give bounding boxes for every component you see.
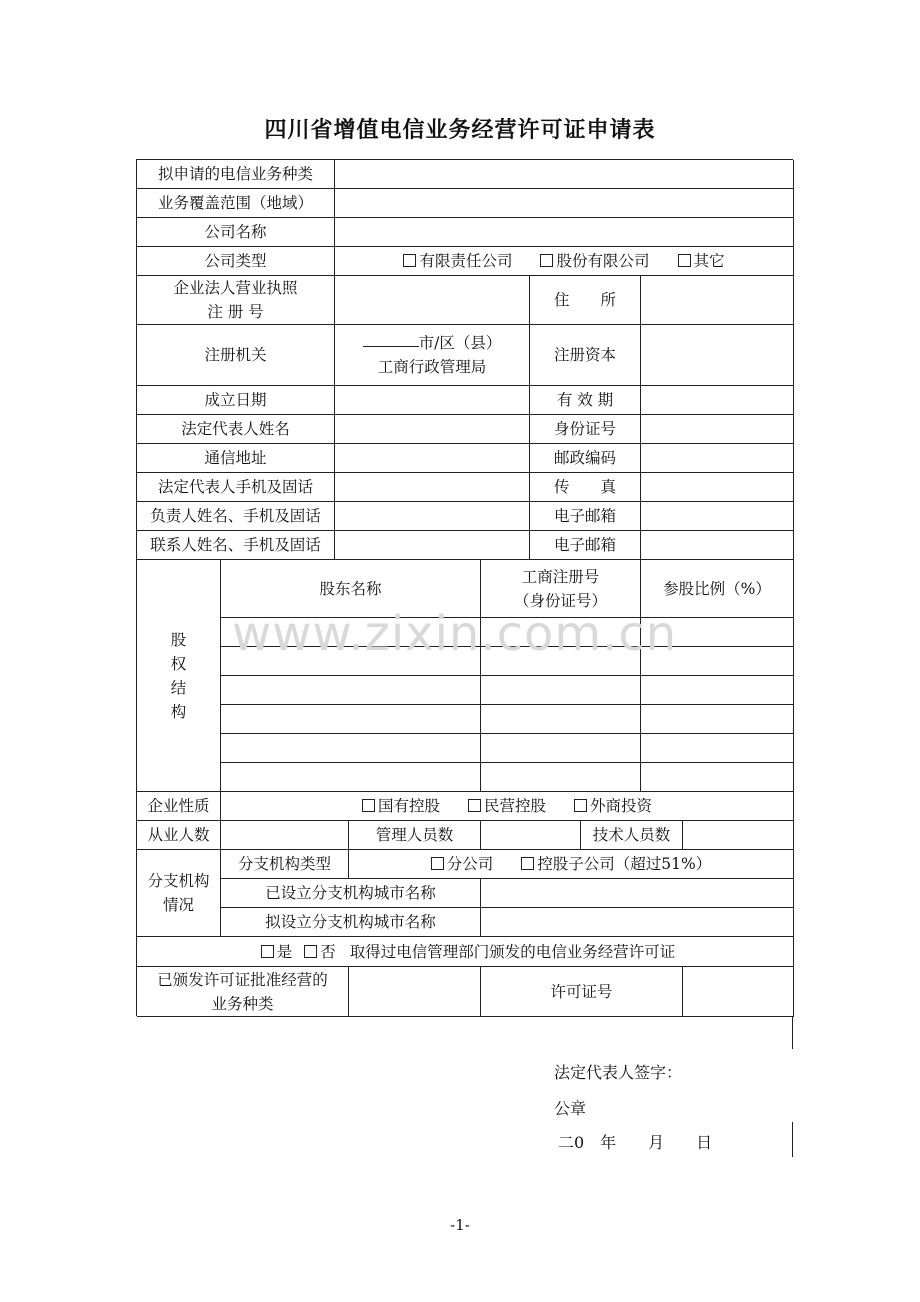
- option-subsidiary[interactable]: 控股子公司（超过51%）: [521, 853, 711, 875]
- label-address: 通信地址: [137, 444, 335, 473]
- equity-cell[interactable]: [481, 763, 641, 792]
- label-legal-phone: 法定代表人手机及固话: [137, 473, 335, 502]
- label-reg-authority: 注册机关: [137, 325, 335, 386]
- label-contact: 联系人姓名、手机及固话: [137, 531, 335, 560]
- watermark: www.zixin.com.cn: [232, 606, 678, 662]
- label-founded: 成立日期: [137, 386, 335, 415]
- checkbox-icon[interactable]: [574, 799, 587, 812]
- field-address[interactable]: [335, 444, 530, 473]
- label-business-type: 拟申请的电信业务种类: [137, 160, 335, 189]
- field-business-type[interactable]: [335, 160, 794, 189]
- checkbox-icon[interactable]: [468, 799, 481, 812]
- equity-cell[interactable]: [641, 734, 794, 763]
- checkbox-icon[interactable]: [431, 857, 444, 870]
- checkbox-icon[interactable]: [678, 254, 691, 267]
- checkbox-icon[interactable]: [261, 945, 274, 958]
- field-postcode[interactable]: [641, 444, 794, 473]
- option-yes[interactable]: 是: [261, 941, 293, 963]
- label-issued-business: 已颁发许可证批准经营的 业务种类: [137, 967, 349, 1017]
- checkbox-icon[interactable]: [304, 945, 317, 958]
- border-line: [792, 1016, 793, 1049]
- field-email[interactable]: [641, 502, 794, 531]
- obtained-license-text: 取得过电信管理部门颁发的电信业务经营许可证: [349, 942, 676, 961]
- equity-header-ratio: 参股比例（%）: [641, 560, 794, 618]
- branch-type-options: [349, 850, 794, 879]
- label-legal-rep: 法定代表人姓名: [137, 415, 335, 444]
- label-email: 电子邮箱: [530, 502, 641, 531]
- label-established-branches: 已设立分支机构城市名称: [221, 879, 481, 908]
- field-fax[interactable]: [641, 473, 794, 502]
- label-email-2: 电子邮箱: [530, 531, 641, 560]
- label-staff-count: 从业人数: [137, 821, 221, 850]
- field-founded[interactable]: [335, 386, 530, 415]
- equity-cell[interactable]: [221, 734, 481, 763]
- field-legal-phone[interactable]: [335, 473, 530, 502]
- obtained-license-row: [137, 937, 794, 967]
- equity-cell[interactable]: [481, 705, 641, 734]
- field-license-number[interactable]: [683, 967, 794, 1017]
- label-branch-type: 分支机构类型: [221, 850, 349, 879]
- equity-header-name: 股东名称: [221, 560, 481, 618]
- field-contact[interactable]: [335, 531, 530, 560]
- document-title: 四川省增值电信业务经营许可证申请表: [264, 118, 656, 143]
- label-coverage: 业务覆盖范围（地域）: [137, 189, 335, 218]
- field-id-no[interactable]: [641, 415, 794, 444]
- field-tech-count[interactable]: [683, 821, 794, 850]
- label-enterprise-nature: 企业性质: [137, 792, 221, 821]
- label-domicile: 住 所: [530, 276, 641, 325]
- field-reg-capital[interactable]: [641, 325, 794, 386]
- equity-cell[interactable]: [221, 763, 481, 792]
- field-issued-business[interactable]: [349, 967, 481, 1017]
- option-state-owned[interactable]: 国有控股: [362, 795, 440, 817]
- option-no[interactable]: 否: [304, 941, 336, 963]
- checkbox-icon[interactable]: [540, 254, 553, 267]
- field-mgmt-count[interactable]: [481, 821, 581, 850]
- label-branch: 分支机构 情况: [137, 850, 221, 937]
- page-number: -1-: [450, 1216, 470, 1234]
- checkbox-icon[interactable]: [521, 857, 534, 870]
- field-license-no[interactable]: [335, 276, 530, 325]
- legal-rep-signature-label: 法定代表人签字：: [554, 1063, 683, 1082]
- field-planned-branches[interactable]: [481, 908, 794, 937]
- label-mgmt-count: 管理人员数: [349, 821, 481, 850]
- equity-cell[interactable]: [481, 734, 641, 763]
- application-form-table: [136, 159, 793, 1016]
- company-type-options: [335, 247, 794, 276]
- field-valid-period[interactable]: [641, 386, 794, 415]
- nature-options: [221, 792, 794, 821]
- label-id-no: 身份证号: [530, 415, 641, 444]
- label-company-type: 公司类型: [137, 247, 335, 276]
- equity-cell[interactable]: [641, 763, 794, 792]
- equity-cell[interactable]: [481, 676, 641, 705]
- option-other[interactable]: 其它: [678, 250, 725, 272]
- label-company-name: 公司名称: [137, 218, 335, 247]
- seal-label: 公章: [554, 1099, 587, 1118]
- option-branch-company[interactable]: 分公司: [431, 853, 494, 875]
- field-established-branches[interactable]: [481, 879, 794, 908]
- label-valid-period: 有 效 期: [530, 386, 641, 415]
- label-postcode: 邮政编码: [530, 444, 641, 473]
- field-legal-rep[interactable]: [335, 415, 530, 444]
- option-joint-stock[interactable]: 股份有限公司: [540, 250, 649, 272]
- label-equity-structure: 股 权 结 构: [137, 560, 221, 792]
- equity-header-reg: 工商注册号 （身份证号）: [481, 560, 641, 618]
- equity-cell[interactable]: [221, 676, 481, 705]
- label-license-number: 许可证号: [481, 967, 683, 1017]
- checkbox-icon[interactable]: [403, 254, 416, 267]
- equity-cell[interactable]: [221, 705, 481, 734]
- field-manager[interactable]: [335, 502, 530, 531]
- option-foreign[interactable]: 外商投资: [574, 795, 652, 817]
- equity-cell[interactable]: [641, 705, 794, 734]
- label-tech-count: 技术人员数: [581, 821, 683, 850]
- equity-cell[interactable]: [641, 676, 794, 705]
- label-license-no: 企业法人营业执照 注 册 号: [137, 276, 335, 325]
- date-label: 二0 年 月 日: [558, 1133, 713, 1152]
- label-planned-branches: 拟设立分支机构城市名称: [221, 908, 481, 937]
- field-reg-authority[interactable]: 市/区（县） 工商行政管理局: [335, 325, 530, 386]
- checkbox-icon[interactable]: [362, 799, 375, 812]
- field-domicile[interactable]: [641, 276, 794, 325]
- field-email-2[interactable]: [641, 531, 794, 560]
- field-coverage[interactable]: [335, 189, 794, 218]
- label-fax: 传 真: [530, 473, 641, 502]
- blank-underline[interactable]: [363, 331, 419, 347]
- field-company-name[interactable]: [335, 218, 794, 247]
- option-limited[interactable]: 有限责任公司: [403, 250, 512, 272]
- option-private[interactable]: 民营控股: [468, 795, 546, 817]
- label-manager: 负责人姓名、手机及固话: [137, 502, 335, 531]
- label-reg-capital: 注册资本: [530, 325, 641, 386]
- field-staff-count[interactable]: [221, 821, 349, 850]
- border-line: [792, 1122, 793, 1157]
